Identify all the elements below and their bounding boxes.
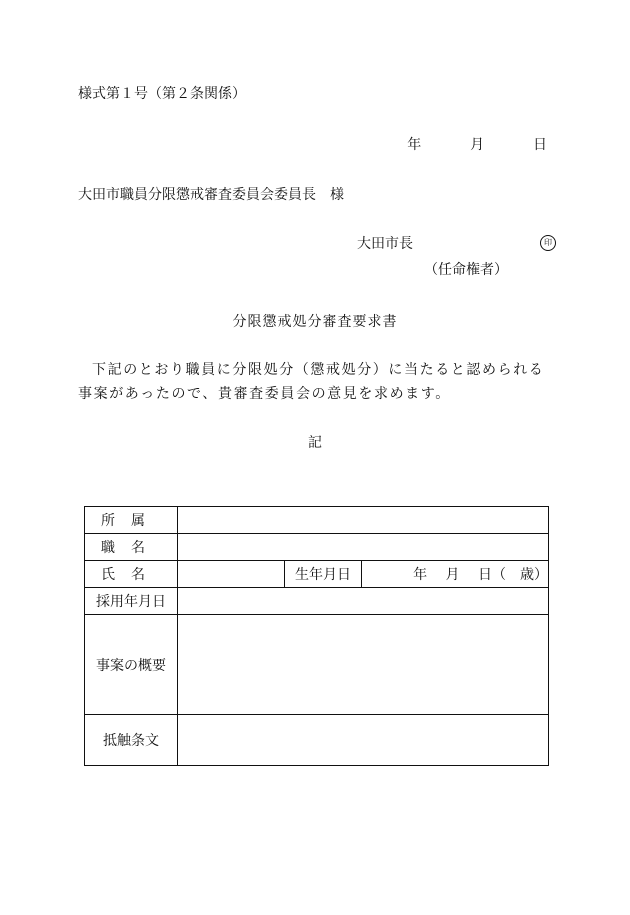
table-row-hire-date (85, 588, 549, 615)
name-field[interactable] (178, 561, 285, 588)
sender-name: 大田市長 (357, 236, 413, 252)
table-row-case-summary (85, 615, 549, 715)
affiliation-field[interactable] (178, 507, 549, 534)
case-summary-label: 事案の概要 (85, 615, 178, 715)
table-row-name (85, 561, 549, 588)
case-summary-field[interactable] (178, 615, 549, 715)
birthdate-label: 生年月日 (285, 561, 362, 588)
table-row-affiliation (85, 507, 549, 534)
appointing-authority: （任命権者） (424, 262, 508, 278)
table-row-position (85, 534, 549, 561)
addressee: 大田市職員分限懲戒審査委員会委員長 様 (78, 187, 344, 203)
body-text: 下記のとおり職員に分限処分（懲戒処分）に当たると認められる事案があったので、貴審査委員会の意見を求めます。 (78, 362, 545, 402)
date-year: 年 (407, 137, 422, 153)
form-number: 様式第１号（第２条関係） (78, 86, 246, 102)
position-label: 職名 (85, 534, 178, 561)
name-label: 氏名 (85, 561, 178, 588)
date-month: 月 (470, 137, 485, 153)
position-field[interactable] (178, 534, 549, 561)
violated-provision-field[interactable] (178, 715, 549, 766)
date-day: 日 (533, 137, 547, 153)
date-line (407, 136, 547, 154)
violated-provision-label: 抵触条文 (85, 715, 178, 766)
ki-heading: 記 (308, 435, 322, 451)
hire-date-field[interactable] (178, 588, 549, 615)
document-title: 分限懲戒処分審査要求書 (232, 314, 398, 330)
hire-date-label: 採用年月日 (85, 588, 178, 615)
seal-mark-icon: 印 (540, 235, 556, 251)
request-form-table (84, 506, 549, 766)
birthdate-field[interactable]: 年 月 日（ 歳） (362, 561, 549, 588)
affiliation-label: 所属 (85, 507, 178, 534)
table-row-violated-provision (85, 715, 549, 766)
